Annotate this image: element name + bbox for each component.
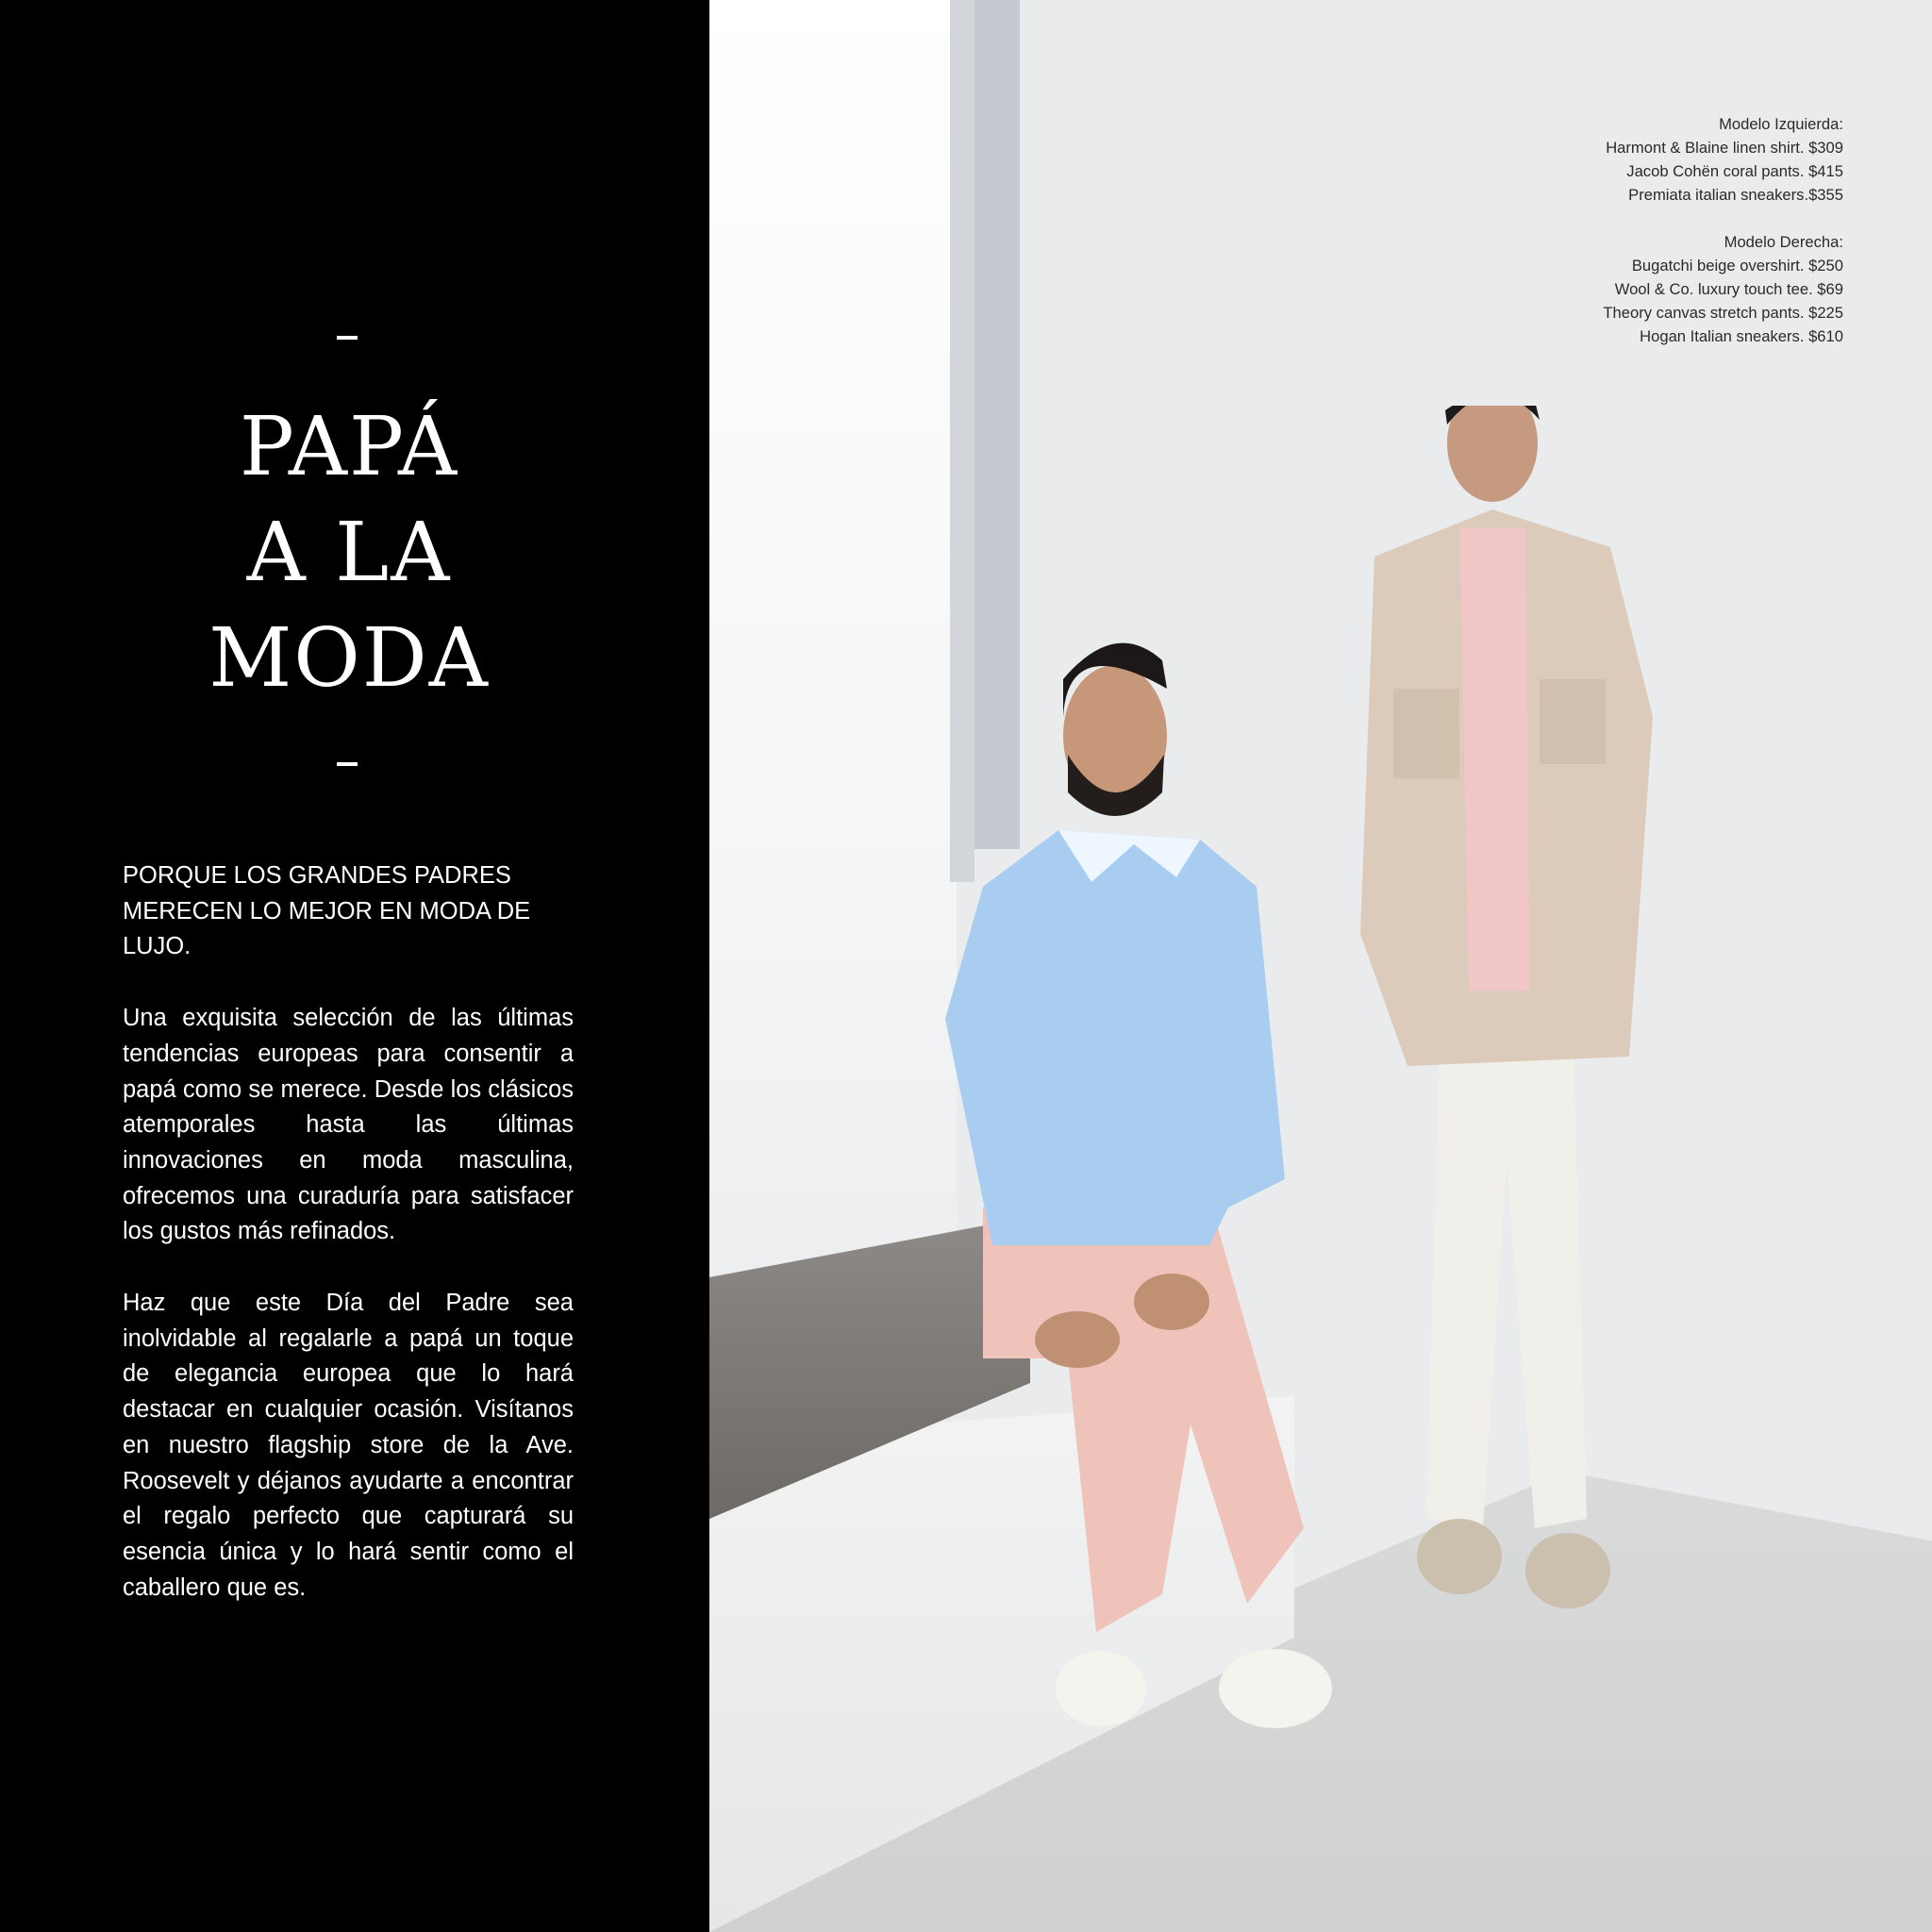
credits-right-heading: Modelo Derecha: xyxy=(1724,233,1843,251)
credits-left-heading: Modelo Izquierda: xyxy=(1719,115,1843,133)
feature-copy xyxy=(123,858,574,1641)
credit-item: Premiata italian sneakers.$355 xyxy=(1628,186,1843,204)
credits-right-model xyxy=(1409,230,1843,348)
credit-item: Hogan Italian sneakers. $610 xyxy=(1640,327,1843,345)
window-light xyxy=(709,0,957,1283)
title-line-3: MODA xyxy=(208,611,490,706)
model-left xyxy=(926,641,1360,1774)
title-dash-top xyxy=(337,336,358,340)
credits-left-model xyxy=(1409,112,1843,207)
title-line-1: PAPÁ xyxy=(239,400,459,494)
title-line-2: A LA xyxy=(246,506,452,600)
feature-title xyxy=(0,394,698,711)
fashion-photo xyxy=(709,0,1932,1932)
text-panel xyxy=(0,0,709,1932)
credit-item: Wool & Co. luxury touch tee. $69 xyxy=(1614,280,1843,298)
product-credits xyxy=(1409,112,1843,372)
title-dash-bottom xyxy=(337,762,358,766)
body-paragraph-2: Haz que este Día del Padre sea inolvidable al regalarle a papá un toque de elegancia europea que lo hará destacar en cualquier ocasión. Visítanos en nuestro flagship store de la Ave. Roosevelt y déjanos ayudarte a encontrar el regalo perfecto que capturará su esencia única y lo hará sentir como el caballero que es. xyxy=(123,1290,574,1601)
lead-text: PORQUE LOS GRANDES PADRES MERECEN LO MEJOR EN MODA DE LUJO. xyxy=(123,862,531,960)
credit-item: Theory canvas stretch pants. $225 xyxy=(1603,304,1843,322)
body-paragraph-1: Una exquisita selección de las últimas tendencias europeas para consentir a papá como se merece. Desde los clásicos atemporales hasta las últimas innovaciones en moda masculina, ofrecemos una curaduría para satisfacer los gustos más refinados. xyxy=(123,1005,574,1245)
model-right xyxy=(1304,406,1681,1623)
credit-item: Harmont & Blaine linen shirt. $309 xyxy=(1606,139,1843,157)
credit-item: Jacob Cohën coral pants. $415 xyxy=(1626,162,1843,180)
credit-item: Bugatchi beige overshirt. $250 xyxy=(1631,257,1843,275)
